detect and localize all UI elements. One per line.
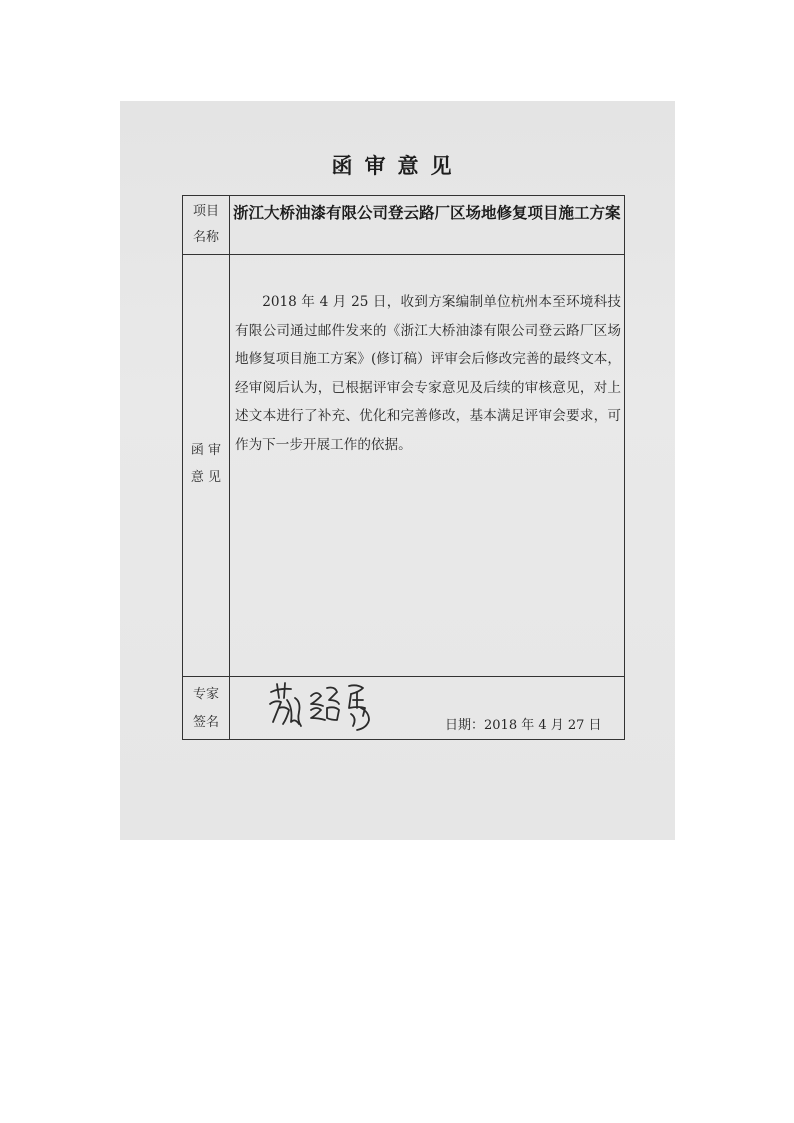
project-label-line1: 项目: [192, 204, 219, 219]
project-label-line2: 名称: [192, 230, 219, 245]
signature-date: 日期：2018 年 4 月 27 日: [445, 718, 602, 733]
handwritten-signature: [265, 678, 385, 734]
opinion-text: 2018 年 4 月 25 日，收到方案编制单位杭州本至环境科技有限公司通过邮件发来的《浙江大桥油漆有限公司登云路厂区场地修复项目施工方案》(修订稿）评审会后修改完善的最终文本，经审阅后认为，已根据评审会专家意见及后续的审核意见，对上述文本进行了补充、优化和完善修改，基本满足评审会要求，可作为下一步开展工作的依据。: [235, 294, 621, 453]
expert-label-line2: 签名: [192, 715, 219, 730]
review-form-table: [182, 195, 625, 740]
opinion-label-line2: 意 见: [190, 470, 222, 485]
row-divider-2: [183, 676, 624, 677]
paper-sheet: [120, 101, 675, 840]
row-divider-1: [183, 254, 624, 255]
column-divider: [229, 196, 230, 739]
expert-label-line1: 专家: [192, 687, 219, 702]
document-title: 函审意见: [331, 154, 464, 178]
project-name: 浙江大桥油漆有限公司登云路厂区场地修复项目施工方案: [233, 204, 621, 222]
signature-drawing: [265, 678, 385, 734]
opinion-label-line1: 函 审: [190, 443, 222, 458]
document-photo: [120, 101, 675, 840]
